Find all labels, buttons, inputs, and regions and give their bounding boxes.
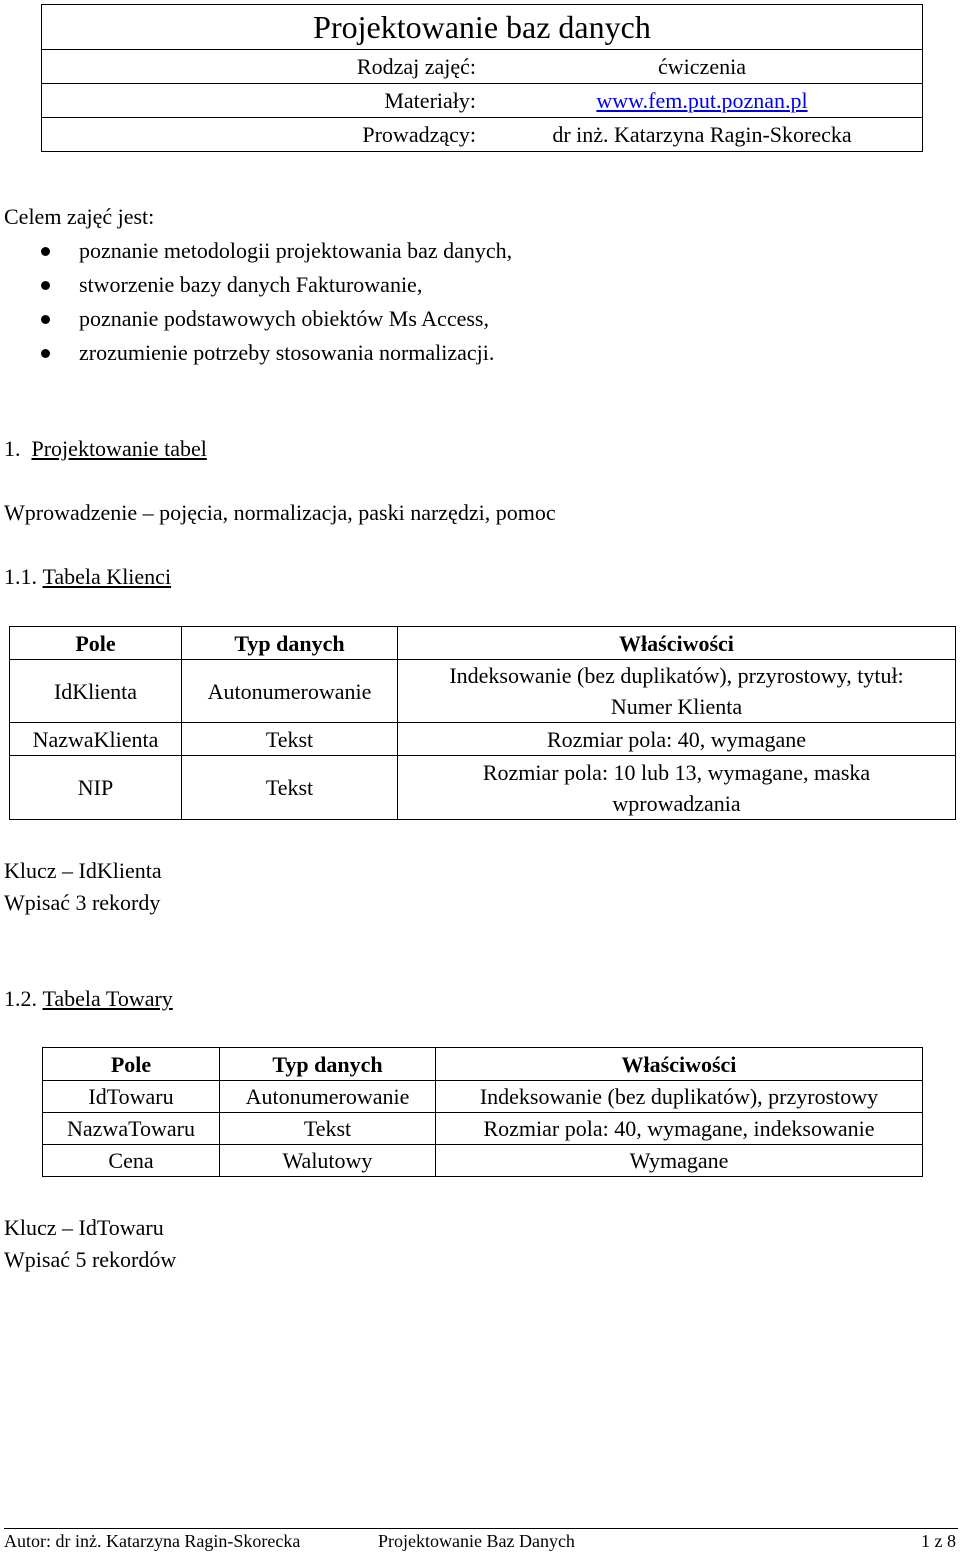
section11-heading [4, 564, 171, 590]
bullet-icon [41, 281, 50, 290]
section1-number: 1. [4, 436, 21, 461]
section1-title: Projektowanie tabel [31, 436, 207, 461]
table-cell: IdTowaru [43, 1081, 220, 1113]
document-title: Projektowanie baz danych [42, 5, 923, 50]
footer-page-number: 1 z 8 [921, 1531, 956, 1551]
table-row [10, 660, 956, 723]
header-value-type: ćwiczenia [482, 50, 923, 84]
header-value-instructor: dr inż. Katarzyna Ragin-Skorecka [482, 118, 923, 152]
header-label-type: Rodzaj zajęć: [42, 50, 483, 84]
klienci-records: Wpisać 3 rekordy [4, 890, 161, 915]
bullet-icon [41, 315, 50, 324]
table-cell: NIP [10, 756, 182, 820]
section1-intro: Wprowadzenie – pojęcia, normalizacja, paski narzędzi, pomoc [4, 500, 556, 525]
bullet-icon [41, 349, 50, 358]
table-cell: Wymagane [436, 1145, 923, 1177]
towary-key: Klucz – IdTowaru [4, 1215, 164, 1240]
section11-number: 1.1. [4, 564, 37, 589]
table-header-cell: Właściwości [398, 627, 956, 660]
table-cell: Rozmiar pola: 10 lub 13, wymagane, maska wprowadzania [398, 756, 956, 820]
table-row [43, 1081, 923, 1113]
goal-item: poznanie metodologii projektowania baz danych, [79, 238, 513, 263]
table-cell: NazwaTowaru [43, 1113, 220, 1145]
materials-link[interactable]: www.fem.put.poznan.pl [596, 87, 808, 113]
table-header-cell: Typ danych [220, 1048, 436, 1081]
table-cell: Walutowy [220, 1145, 436, 1177]
table-cell: Rozmiar pola: 40, wymagane [398, 723, 956, 756]
table-cell: Autonumerowanie [220, 1081, 436, 1113]
table-row [43, 1145, 923, 1177]
klienci-key: Klucz – IdKlienta [4, 858, 162, 883]
header-label-materials: Materiały: [42, 84, 483, 118]
goal-item: poznanie podstawowych obiektów Ms Access, [79, 306, 489, 331]
klienci-table [9, 626, 956, 820]
table-header-cell: Pole [43, 1048, 220, 1081]
table-cell: Tekst [182, 756, 398, 820]
footer-divider [4, 1528, 958, 1529]
towary-table [42, 1047, 923, 1177]
table-cell: Tekst [220, 1113, 436, 1145]
table-row [10, 723, 956, 756]
header-label-instructor: Prowadzący: [42, 118, 483, 152]
header-table [41, 4, 923, 152]
table-cell: Indeksowanie (bez duplikatów), przyrostowy [436, 1081, 923, 1113]
table-cell: Rozmiar pola: 40, wymagane, indeksowanie [436, 1113, 923, 1145]
table-cell: Cena [43, 1145, 220, 1177]
goal-item: stworzenie bazy danych Fakturowanie, [79, 272, 423, 297]
footer-doc-title: Projektowanie Baz Danych [378, 1531, 575, 1551]
table-cell: Indeksowanie (bez duplikatów), przyrostowy, tytuł: Numer Klienta [398, 660, 956, 723]
section12-title: Tabela Towary [42, 986, 173, 1011]
goal-item: zrozumienie potrzeby stosowania normalizacji. [79, 340, 495, 365]
table-cell: NazwaKlienta [10, 723, 182, 756]
section1-heading [4, 436, 207, 462]
footer-author: Autor: dr inż. Katarzyna Ragin-Skorecka [4, 1531, 301, 1551]
table-header-cell: Pole [10, 627, 182, 660]
bullet-icon [41, 247, 50, 256]
table-cell: Autonumerowanie [182, 660, 398, 723]
goals-intro: Celem zajęć jest: [4, 204, 155, 229]
table-header-cell: Typ danych [182, 627, 398, 660]
section11-title: Tabela Klienci [42, 564, 172, 589]
section12-number: 1.2. [4, 986, 37, 1011]
towary-records: Wpisać 5 rekordów [4, 1247, 177, 1272]
table-row [43, 1113, 923, 1145]
section12-heading [4, 986, 173, 1012]
table-cell: Tekst [182, 723, 398, 756]
table-cell: IdKlienta [10, 660, 182, 723]
table-header-cell: Właściwości [436, 1048, 923, 1081]
table-row [10, 756, 956, 820]
